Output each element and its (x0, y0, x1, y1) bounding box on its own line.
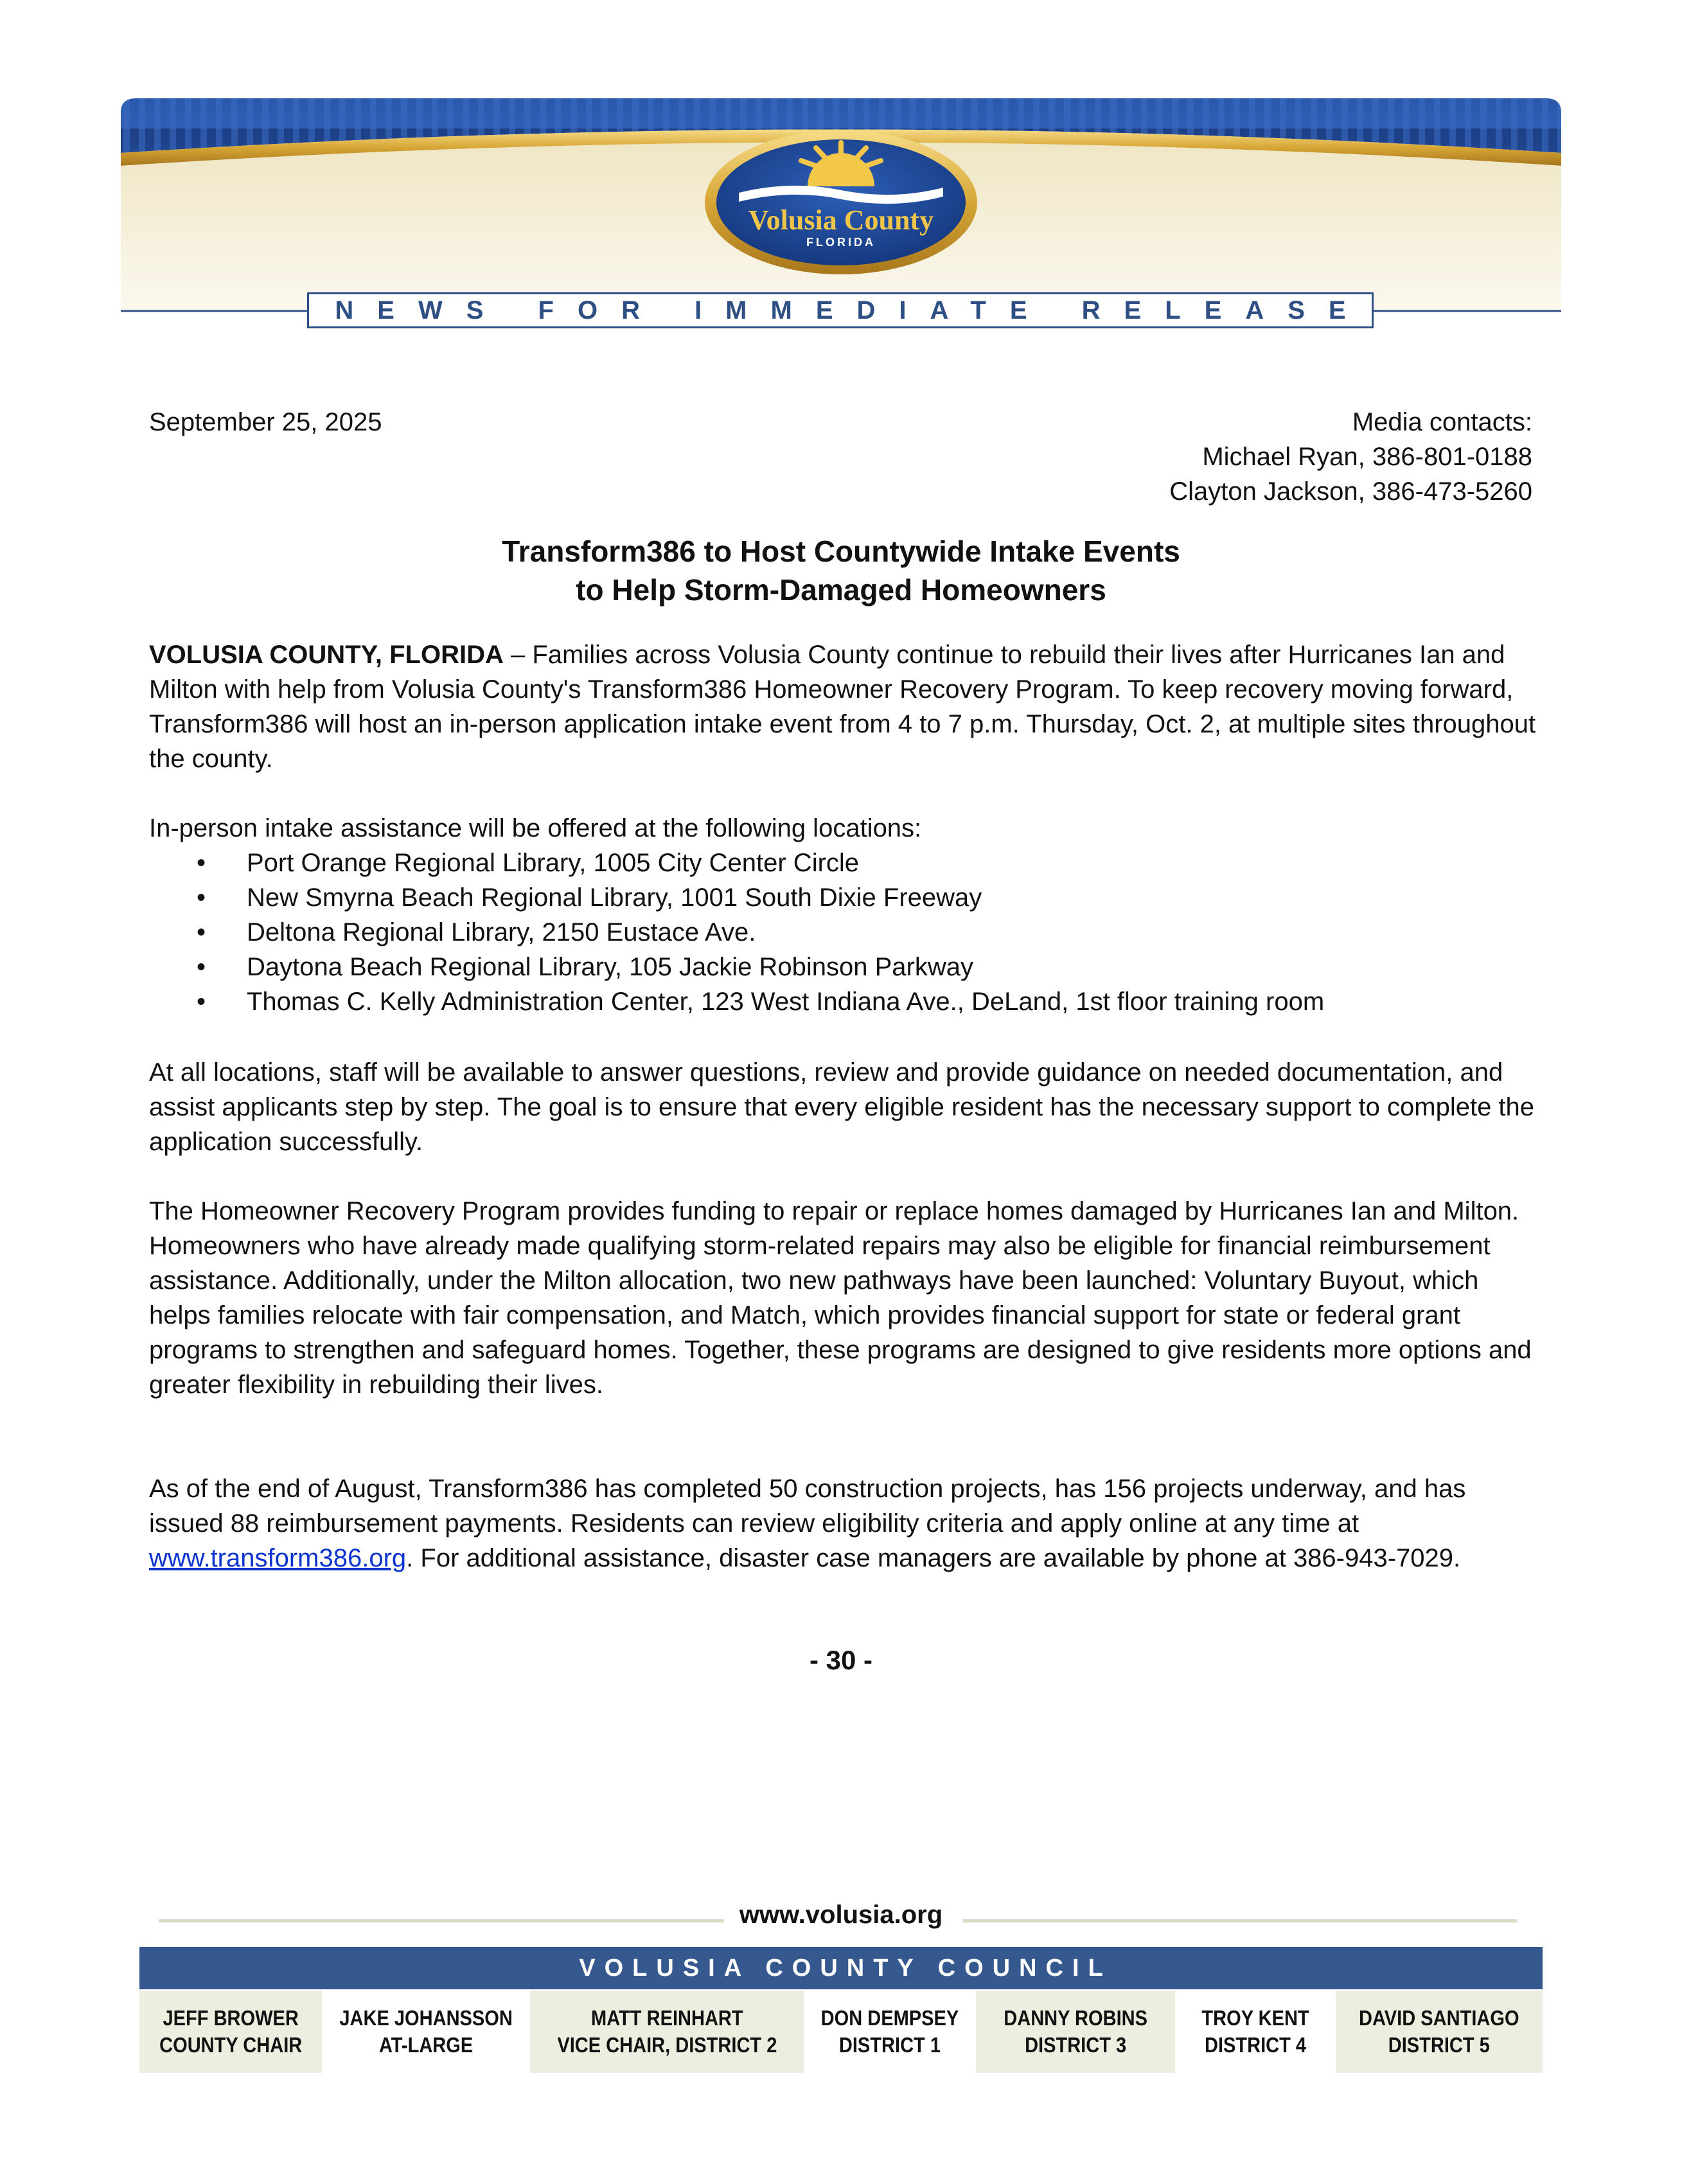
media-contact: Michael Ryan, 386-801-0188 (1202, 443, 1532, 471)
member-role: AT-LARGE (378, 2033, 474, 2057)
member-name: TROY KENT (1201, 2006, 1309, 2030)
logo-county-name: Volusia County (748, 204, 934, 236)
release-date: September 25, 2025 (149, 408, 382, 436)
council-member (530, 1991, 804, 2073)
location-text: New Smyrna Beach Regional Library, 1001 South Dixie Freeway (247, 883, 982, 912)
member-role: COUNTY CHAIR (159, 2033, 303, 2057)
dateline: VOLUSIA COUNTY, FLORIDA (149, 641, 504, 669)
location-text: Deltona Regional Library, 2150 Eustace Ave. (247, 918, 756, 946)
council-title: VOLUSIA COUNTY COUNCIL (579, 1954, 1112, 1982)
paragraph-intro-text: – Families across Volusia County continue to rebuild their lives after Hurricanes Ian and Milton with help from Volusia County's Transform386 Homeowner Recovery Program. To keep recovery moving forward, Transform386 will host an in-person application intake event from 4 to 7 p.m. Thursday, Oct. 2, at multiple sites throughout the county. (149, 641, 1536, 773)
bullet-icon: • (197, 849, 206, 877)
bullet-icon: • (197, 918, 206, 946)
member-role: DISTRICT 1 (838, 2033, 941, 2057)
council-members (139, 1991, 1543, 2073)
list-item (149, 846, 1537, 880)
paragraph-progress-text: As of the end of August, Transform386 has completed 50 construction projects, has 156 projects underway, and has issued 88 reimbursement payments. Residents can review eligibility criteria and apply online at any time at (149, 1475, 1466, 1538)
member-role: DISTRICT 3 (1024, 2033, 1127, 2057)
release-label: NEWS FOR IMMEDIATE RELEASE (335, 296, 1370, 324)
council-member (804, 1991, 976, 2073)
locations-list (149, 846, 1537, 1019)
member-name: DAVID SANTIAGO (1359, 2006, 1519, 2030)
footer-website (0, 1901, 1682, 1930)
headline-line-2: to Help Storm-Damaged Homeowners (576, 573, 1106, 607)
paragraph-program: The Homeowner Recovery Program provides funding to repair or replace homes damaged by Hurricanes Ian and Milton. Homeowners who have already made qualifying storm-related repairs may also be eligible for financial reimbursement assistance. Additionally, under the Milton allocation, two new pathways have been launched: Voluntary Buyout, which helps families relocate with fair compensation, and Match, which provides financial support for state or federal grant programs to strengthen and safeguard homes. Together, these programs are designed to give residents more options and greater flexibility in rebuilding their lives. (149, 1197, 1532, 1399)
media-contact: Clayton Jackson, 386-473-5260 (1169, 477, 1532, 506)
paragraph-intro (149, 637, 1537, 776)
council-member (139, 1991, 322, 2073)
bullet-icon: • (197, 988, 206, 1016)
location-text: Daytona Beach Regional Library, 105 Jackie Robinson Parkway (247, 953, 973, 981)
list-item (149, 880, 1537, 915)
council-member (1336, 1991, 1543, 2073)
member-role: DISTRICT 5 (1388, 2033, 1491, 2057)
member-name: DANNY ROBINS (1004, 2006, 1147, 2030)
list-item (149, 950, 1537, 984)
logo-state-name: FLORIDA (806, 236, 876, 249)
member-name: MATT REINHART (590, 2006, 743, 2030)
bullet-icon: • (197, 883, 206, 912)
headline-line-1: Transform386 to Host Countywide Intake Events (502, 535, 1180, 568)
member-role: VICE CHAIR, DISTRICT 2 (556, 2033, 777, 2057)
letterhead-banner (0, 0, 1682, 360)
council-member (976, 1991, 1175, 2073)
bullet-icon: • (197, 953, 206, 981)
paragraph-staff: At all locations, staff will be available to answer questions, review and provide guidance on needed documentation, and assist applicants step by step. The goal is to ensure that every eligible resident has the necessary support to complete the application successfully. (149, 1058, 1535, 1156)
list-item (149, 984, 1537, 1019)
media-contacts (1169, 405, 1532, 509)
release-label-box (307, 292, 1374, 328)
headline (0, 532, 1682, 609)
council-member (322, 1991, 530, 2073)
transform386-link[interactable]: www.transform386.org (149, 1544, 407, 1572)
locations-intro: In-person intake assistance will be offered at the following locations: (149, 814, 922, 842)
location-text: Port Orange Regional Library, 1005 City Center Circle (247, 849, 860, 877)
paragraph-progress (149, 1471, 1537, 1576)
footer-website-link[interactable]: www.volusia.org (729, 1901, 953, 1929)
member-name: JEFF BROWER (163, 2006, 299, 2030)
council-member (1175, 1991, 1336, 2073)
list-item (149, 915, 1537, 950)
media-contacts-label: Media contacts: (1352, 408, 1532, 436)
member-name: JAKE JOHANSSON (339, 2006, 513, 2030)
paragraph-progress-text-end: . For additional assistance, disaster case managers are available by phone at 386-943-7029. (406, 1544, 1461, 1572)
council-bar (139, 1947, 1543, 1989)
end-mark: - 30 - (809, 1645, 873, 1675)
member-name: DON DEMPSEY (820, 2006, 959, 2030)
member-role: DISTRICT 4 (1204, 2033, 1307, 2057)
location-text: Thomas C. Kelly Administration Center, 123 West Indiana Ave., DeLand, 1st floor training room (247, 988, 1325, 1016)
